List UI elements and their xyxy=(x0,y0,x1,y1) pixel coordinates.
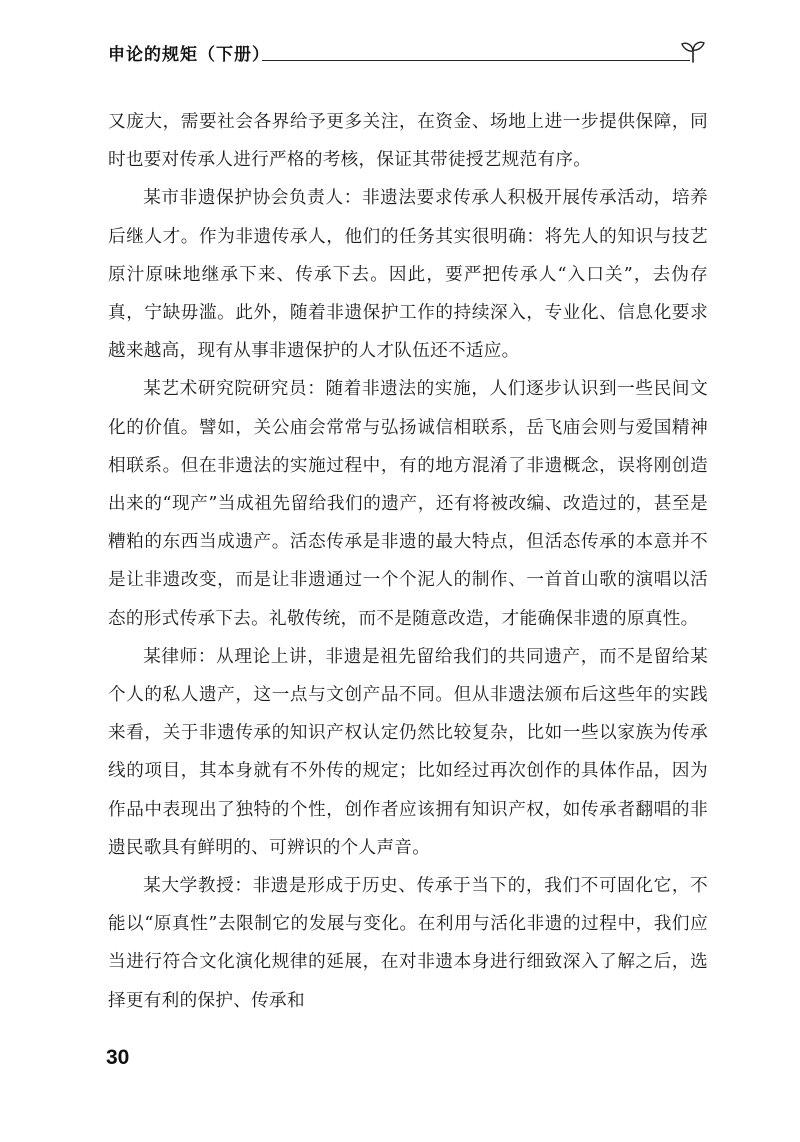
header-rule xyxy=(262,60,690,61)
paragraph-art-researcher: 某艺术研究院研究员：随着非遗法的实施，人们逐步认识到一些民间文化的价值。譬如，关公庙会常常与弘扬诚信相联系，岳飞庙会则与爱国精神相联系。但在非遗法的实施过程中，有的地方混淆了非遗概念，误将刚创造出来的“现产”当成祖先留给我们的遗产，还有将被改编、改造过的，甚至是糟粕的东西当成遗产。活态传承是非遗的最大特点，但活态传承的本意并不是让非遗改变，而是让非遗通过一个个泥人的制作、一首首山歌的演唱以活态的形式传承下去。礼敬传统，而不是随意改造，才能确保非遗的原真性。 xyxy=(108,379,708,629)
sprout-icon xyxy=(680,38,706,64)
paragraph-lawyer: 某律师：从理论上讲，非遗是祖先留给我们的共同遗产，而不是留给某个人的私人遗产，这一点与文创产品不同。但从非遗法颁布后这些年的实践来看，关于非遗传承的知识产权认定仍然比较复杂，比如一些以家族为传承线的项目，其本身就有不外传的规定；比如经过再次创作的具体作品，因为作品中表现出了独特的个性，创作者应该拥有知识产权，如传承者翻唱的非遗民歌具有鲜明的、可辨识的个人声音。 xyxy=(108,646,708,858)
paragraph-protection-association: 某市非遗保护协会负责人：非遗法要求传承人积极开展传承活动，培养后继人才。作为非遗传承人，他们的任务其实很明确：将先人的知识与技艺原汁原味地继承下来、传承下去。因此，要严把传承人“入口关”，去伪存真，宁缺毋滥。此外，随着非遗保护工作的持续深入，专业化、信息化要求越来越高，现有从事非遗保护的人才队伍还不适应。 xyxy=(108,188,708,362)
running-header xyxy=(108,44,708,74)
paragraph-professor: 某大学教授：非遗是形成于历史、传承于当下的，我们不可固化它，不能以“原真性”去限制它的发展与变化。在利用与活化非遗的过程中，我们应当进行符合文化演化规律的延展，在对非遗本身进行细致深入了解之后，选择更有利的保护、传承和 xyxy=(108,876,708,1011)
page-number: 30 xyxy=(106,1046,130,1069)
running-header-title: 申论的规矩（下册） xyxy=(108,45,270,65)
paragraph-continued: 又庞大，需要社会各界给予更多关注，在资金、场地上进一步提供保障，同时也要对传承人进行严格的考核，保证其带徒授艺规范有序。 xyxy=(108,112,708,171)
body-text xyxy=(108,103,708,1020)
